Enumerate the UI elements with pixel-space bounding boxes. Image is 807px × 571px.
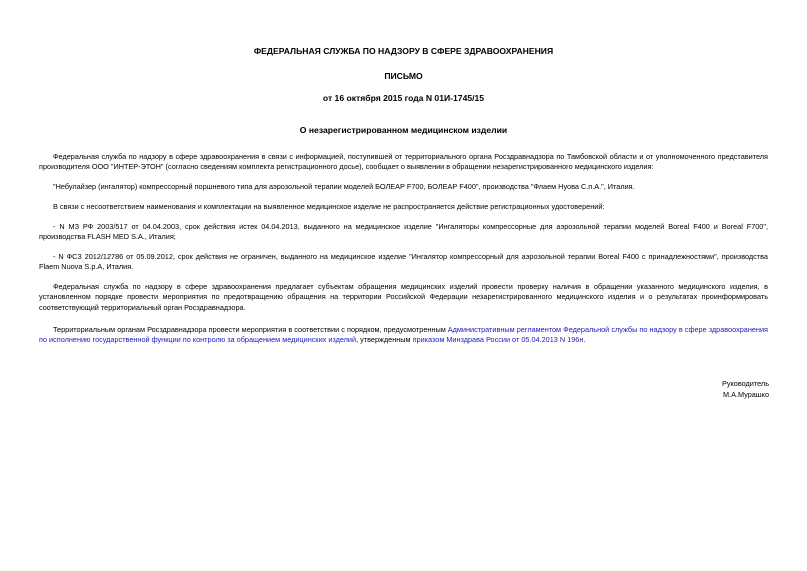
paragraph-proposal: Федеральная служба по надзору в сфере здравоохранения предлагает субъектам обращения медицинских изделий провести проверку наличия в обращении указанного медицинского изделия, в установленном порядке провести мероприятия по предотвращению обращения на территории Российской Федерации незарегистрированного медицинского изделия и о результатах проинформировать соответствующий территориальный орган Росздравнадзора.	[39, 282, 768, 312]
signature-title: Руководитель	[721, 379, 769, 388]
paragraph-text-after: .	[583, 335, 586, 345]
paragraph-certificate-2: - N ФСЗ 2012/12786 от 05.09.2012, срок действия не ограничен, выданного на медицинское изделие "Ингалятор компрессорный для аэрозольной терапии Boreal F400 с принадлежностями", производства Flaem Nuova S.p.A, Италия.	[39, 252, 768, 272]
paragraph-intro: Федеральная служба по надзору в сфере здравоохранения в связи с информацией, поступившей от территориального органа Росздравнадзора по Тамбовской области и от уполномоченного представителя производителя ООО "ИНТЕР-ЭТОН" (согласно сведениям комплекта регистрационного досье), сообщает о выявлении в обращении незарегистрированного медицинского изделия:	[39, 152, 768, 172]
document-subject: О незарегистрированном медицинском изделии	[299, 125, 508, 135]
paragraph-territorial-bodies	[39, 325, 768, 346]
paragraph-text-before: Территориальным органам Росздравнадзора провести мероприятия в соответствии с порядком, предусмотренным	[53, 325, 448, 334]
order-link[interactable]: приказом Минздрава России от 05.04.2013 N 196н	[412, 335, 584, 345]
document-date-number: от 16 октября 2015 года N 01И-1745/15	[322, 93, 485, 103]
document-type: ПИСЬМО	[384, 71, 423, 81]
regulation-link[interactable]: Административным регламентом Федеральной службы по надзору в сфере здравоохранения по исполнению государственной функции по контролю за обращением медицинских изделий	[39, 325, 768, 345]
paragraph-text-middle: , утвержденным	[356, 335, 413, 345]
agency-title: ФЕДЕРАЛЬНАЯ СЛУЖБА ПО НАДЗОРУ В СФЕРЕ ЗДРАВООХРАНЕНИЯ	[253, 46, 554, 56]
paragraph-device: "Небулайзер (ингалятор) компрессорный поршневого типа для аэрозольной терапии моделей БОЛЕАР F700, БОЛЕАР F400", производства "Флаем Нуова С.п.А.", Италия.	[53, 182, 635, 191]
paragraph-registration-note: В связи с несоответствием наименования и комплектации на выявленное медицинское изделие не распространяется действие регистрационных удостоверений:	[53, 202, 605, 211]
signature-name: М.А.Мурашко	[722, 390, 769, 399]
paragraph-certificate-1: - N МЗ РФ 2003/517 от 04.04.2003, срок действия истек 04.04.2013, выданного на медицинское изделие "Ингаляторы компрессорные для аэрозольной терапии моделей Boreal F400 и Boreal F700", производства FLASH MED S.A., Италия;	[39, 222, 768, 242]
